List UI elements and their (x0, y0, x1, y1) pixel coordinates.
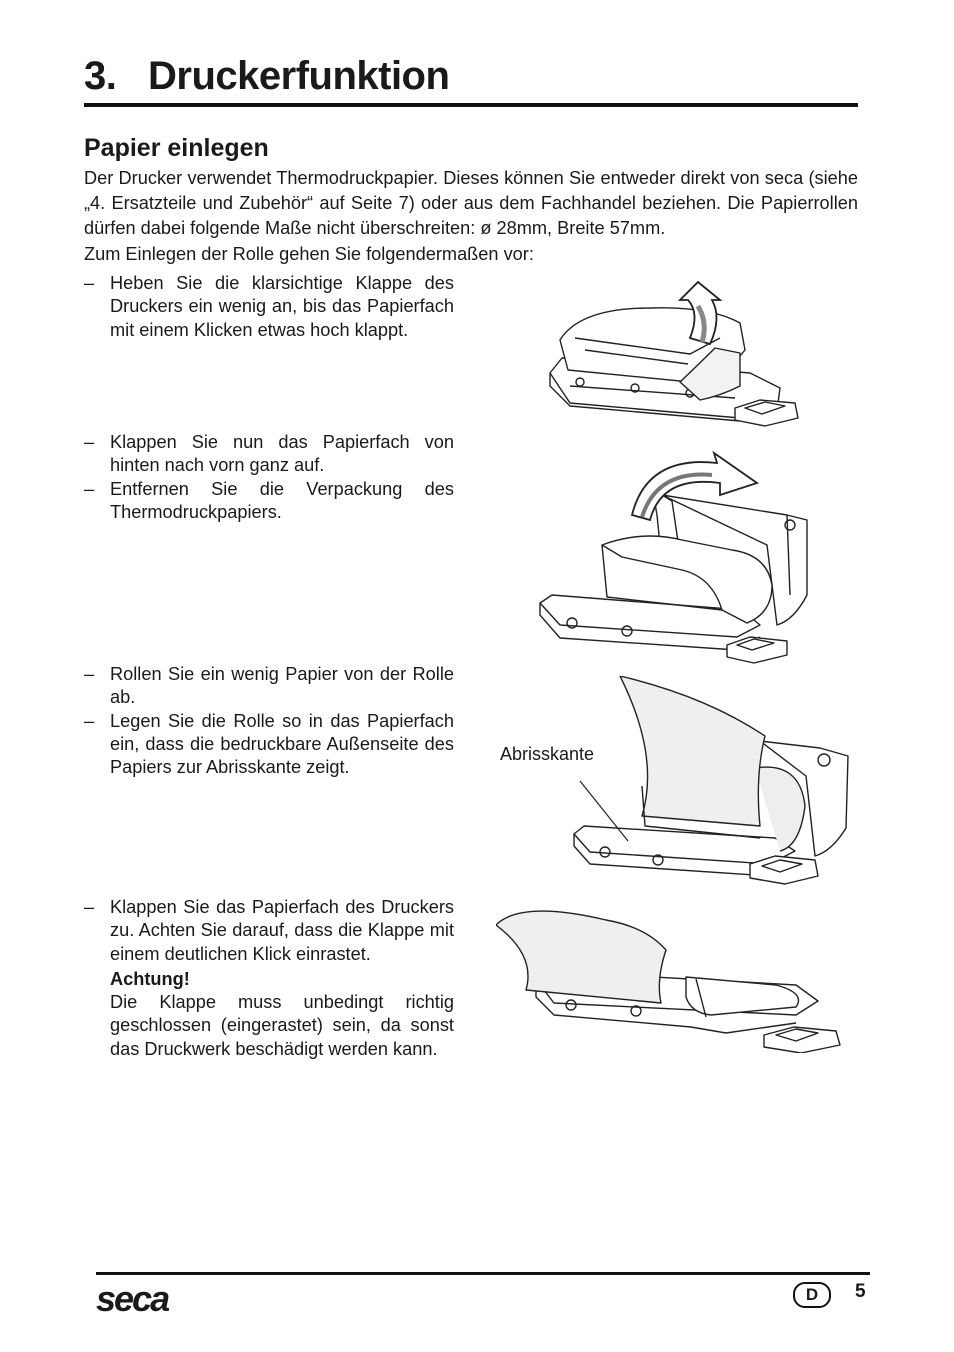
step-text: Klappen Sie nun das Papierfach von hinten nach vorn ganz auf. (110, 432, 454, 476)
step-item (84, 663, 454, 710)
step-text: Klappen Sie das Papierfach des Druckers zu. Achten Sie darauf, dass die Klappe mit einem deutlichen Klick einrastet. (110, 897, 454, 964)
figure-open-compartment (532, 445, 817, 665)
figure-lift-lid (540, 278, 810, 430)
language-badge: D (793, 1282, 831, 1308)
step-group-3 (84, 663, 454, 779)
label-abrisskante: Abrisskante (500, 744, 595, 764)
chapter-title: Druckerfunktion (148, 54, 450, 98)
step-item (84, 272, 454, 342)
chapter-number: 3. (84, 54, 117, 98)
seca-logo: seca (96, 1278, 169, 1319)
chapter-heading (84, 54, 449, 99)
step-text: Rollen Sie ein wenig Papier von der Rolle ab. (110, 664, 454, 708)
step-group-4 (84, 896, 454, 1061)
intro-block (84, 166, 858, 267)
step-item (84, 478, 454, 525)
figure-insert-roll (570, 676, 860, 890)
step-dash: – (84, 897, 95, 917)
step-group-2 (84, 431, 454, 524)
section-title: Papier einlegen (84, 134, 269, 162)
step-text: Entfernen Sie die Verpackung des Thermodruckpapiers. (110, 478, 454, 522)
step-text: Legen Sie die Rolle so in das Papierfach ein, dass die bedruckbare Außenseite des Papiers zur Abrisskante zeigt. (110, 710, 454, 778)
step-dash: – (84, 273, 95, 293)
step-group-1 (84, 272, 454, 342)
step-dash: – (84, 664, 95, 684)
step-dash: – (84, 478, 95, 499)
step-item (84, 431, 454, 478)
step-item (84, 710, 454, 780)
intro-lead: Zum Einlegen der Rolle gehen Sie folgendermaßen vor: (84, 244, 534, 264)
footer-rule (96, 1272, 870, 1275)
step-item (84, 896, 454, 966)
intro-paragraph: Der Drucker verwendet Thermodruckpapier. Dieses können Sie entweder direkt von seca (siehe „4. Ersatzteile und Zubehör“ auf Seite 7) oder aus dem Fachhandel beziehen. Die Papierrollen dürfen dabei folgende Maße nicht überschreiten: ø 28mm, Breite 57mm. (84, 168, 858, 238)
step-text: Heben Sie die klarsichtige Klappe des Druckers ein wenig an, bis das Papierfach mit einem Klicken etwas hoch klappt. (110, 273, 454, 340)
heading-rule (84, 103, 858, 107)
warning-text: Die Klappe muss unbedingt richtig geschlossen (eingerastet) sein, da sonst das Druckwerk beschädigt werden kann. (110, 992, 454, 1059)
warning-title: Achtung! (110, 968, 190, 989)
page-number: 5 (855, 1281, 866, 1302)
figure-closed-printer (496, 905, 856, 1053)
step-dash: – (84, 432, 95, 452)
step-dash: – (84, 710, 95, 731)
